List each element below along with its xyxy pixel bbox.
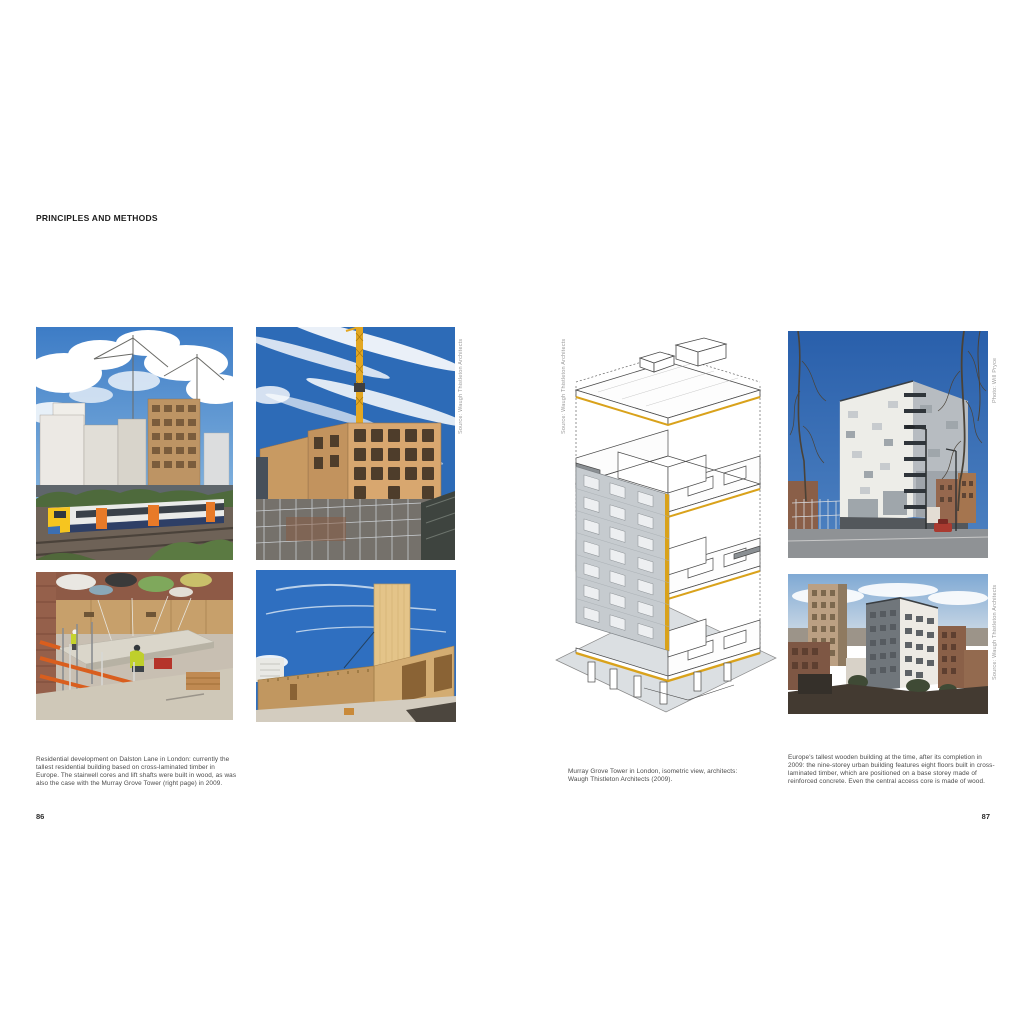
- timber-building: [308, 423, 441, 509]
- dark-building: [256, 457, 268, 499]
- site-material: [286, 517, 346, 541]
- facade: [576, 467, 669, 651]
- right-page-caption: Europe's tallest wooden building at the time, after its completion in 2009: the nine-storey urban building features eight floors built in cross-laminated timber, which are positioned on a base storey made of reinforced concrete. Even the central access core is made of wood.: [788, 754, 995, 785]
- slot: [84, 612, 94, 617]
- left-page-caption: Residential development on Dalston Lane in London: currently the tallest residential building based on cross-laminated timber in Europe. The stairwell cores and lift shafts were built in wood, as was also the case with the Murray Grove Tower (right page) in 2009.: [36, 756, 237, 787]
- timber-stack: [186, 672, 220, 690]
- red-machine: [154, 658, 172, 669]
- dark-roof: [798, 674, 832, 694]
- photo-clt-panel-install: [36, 572, 233, 720]
- photo-credit: Source: Waugh Thistleton Architects: [992, 584, 998, 680]
- section-header: PRINCIPLES AND METHODS: [36, 213, 158, 223]
- photo-credit: Photo: Will Pryce: [992, 357, 998, 403]
- drawing-credit: Source: Waugh Thistleton Architects: [561, 338, 567, 434]
- photo-dalston-lane-train: [36, 327, 233, 560]
- photo-clt-walls-core: [256, 570, 456, 722]
- slot: [146, 612, 156, 617]
- isometric-drawing: [548, 328, 778, 716]
- roof-slab: [576, 338, 760, 425]
- street: [788, 529, 988, 558]
- right-page-number: 87: [981, 812, 990, 821]
- left-page-number: 86: [36, 812, 45, 821]
- photo-murray-grove-street: [788, 331, 988, 558]
- drawing-caption: Murray Grove Tower in London, isometric view, architects: Waugh Thistleton Architects (2009).: [568, 768, 738, 783]
- clt-wall: [56, 600, 233, 634]
- photo-murray-grove-aerial: [788, 574, 988, 714]
- site-item: [344, 708, 354, 715]
- photo-credit: Source: Waugh Thistleton Architects: [458, 338, 464, 434]
- photo-clt-construction-crane: [256, 327, 455, 560]
- murray-grove-tower: [866, 598, 938, 692]
- rail-cutting: [421, 491, 455, 560]
